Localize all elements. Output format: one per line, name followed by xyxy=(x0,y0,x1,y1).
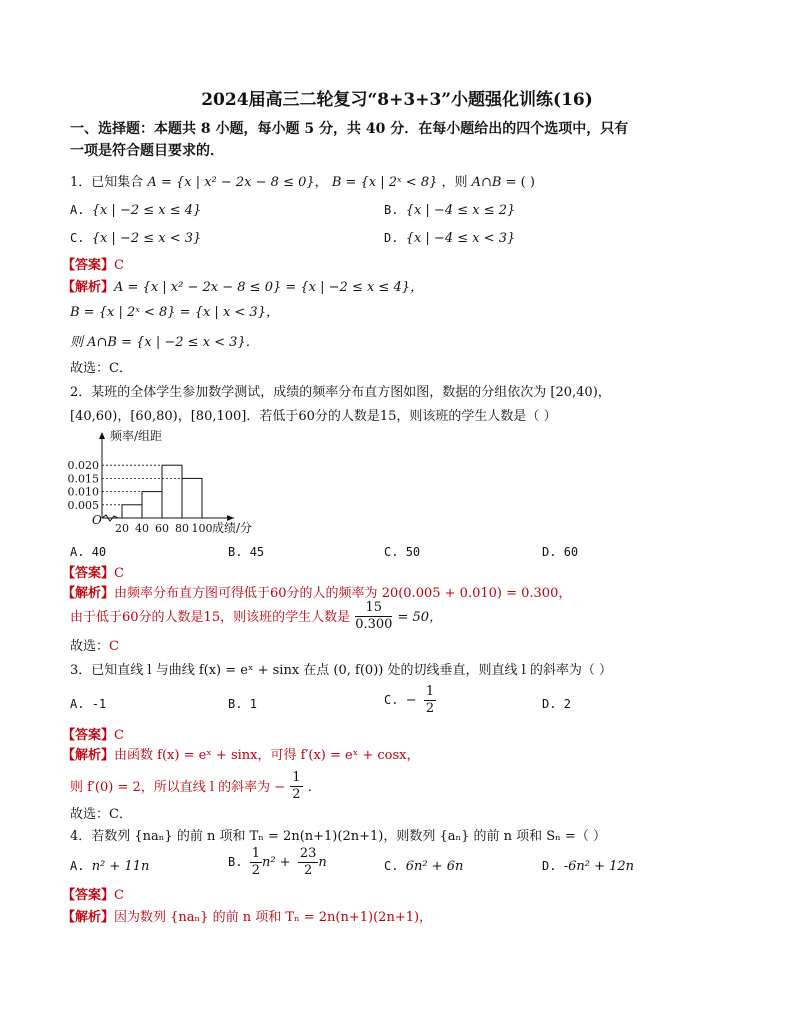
histogram-chart xyxy=(62,428,302,546)
q3-option-b[interactable] xyxy=(228,698,257,710)
q2-analysis-line2 xyxy=(70,600,442,633)
option-text: n² + xyxy=(261,855,291,870)
fraction-numerator: 15 xyxy=(355,600,392,617)
answer-value: C xyxy=(114,258,124,273)
answer-tag: 【答案】 xyxy=(62,728,115,743)
fraction xyxy=(355,600,392,633)
q1-stem-start: 1．已知集合 xyxy=(70,175,144,190)
y-tick-label: 0.005 xyxy=(67,498,99,512)
choose-label: 故选： xyxy=(70,807,110,822)
option-text: {x | −2 ≤ x < 3} xyxy=(91,231,202,246)
q2-option-b[interactable] xyxy=(228,546,264,558)
q1-analysis-line2: B = {x | 2ˣ < 8} = {x | x < 3}， xyxy=(70,305,279,320)
origin-label: O xyxy=(92,513,102,527)
section-heading-line2: 一项是符合题目要求的． xyxy=(70,143,224,159)
option-text: 60 xyxy=(563,545,579,559)
x-axis-label: 成绩/分 xyxy=(212,521,253,535)
q1-option-d[interactable] xyxy=(384,232,515,245)
q2-option-a[interactable] xyxy=(70,546,106,558)
q1-sep: ， xyxy=(314,175,328,190)
solution-text: ． xyxy=(307,780,321,795)
q2-option-c[interactable] xyxy=(384,546,420,558)
q3-stem: 3．已知直线 l 与曲线 f(x) = eˣ + sinx 在点 (0, f(0)) 处的切线垂直，则直线 l 的斜率为（ ） xyxy=(70,663,613,678)
q1-analysis-line3: 则 A∩B = {x | −2 ≤ x < 3}． xyxy=(70,335,259,350)
option-letter: B. xyxy=(228,697,243,711)
fraction-denominator: 2 xyxy=(292,787,301,802)
answer-tag: 【答案】 xyxy=(62,888,115,903)
option-text: -1 xyxy=(91,697,107,711)
x-tick-label: 20 xyxy=(115,522,129,535)
option-letter: C. xyxy=(384,545,399,559)
option-text: -6n² + 12n xyxy=(563,859,635,874)
analysis-tag: 【解析】 xyxy=(62,280,115,295)
solution-text: 由函数 f(x) = eˣ + sinx，可得 f′(x) = eˣ + cosx， xyxy=(114,748,420,763)
answer-value: C xyxy=(114,888,124,903)
q3-option-a[interactable] xyxy=(70,698,106,710)
q3-choose xyxy=(70,808,132,821)
fraction-numerator: 23 xyxy=(299,846,317,861)
q4-option-c[interactable] xyxy=(384,860,463,873)
option-letter: A. xyxy=(70,203,85,217)
fraction-denominator: 2 xyxy=(303,863,313,878)
q1-answer xyxy=(62,256,124,272)
fraction xyxy=(298,846,319,879)
option-letter: C. xyxy=(384,693,399,707)
fraction-denominator: 2 xyxy=(251,863,260,878)
x-tick-label: 40 xyxy=(135,522,149,535)
fraction-numerator: 1 xyxy=(292,770,301,785)
q4-option-a[interactable] xyxy=(70,860,149,873)
histogram-bar xyxy=(182,478,202,518)
option-text: 6n² + 6n xyxy=(405,859,464,874)
option-letter: B. xyxy=(228,855,243,869)
choose-label: 故选： xyxy=(70,361,110,376)
fraction-numerator: 1 xyxy=(425,684,435,699)
option-letter: C. xyxy=(384,859,399,873)
q2-choose xyxy=(70,640,119,653)
solution-text: 由于低于60分的人数是15，则该班的学生人数是 xyxy=(70,610,351,625)
option-text: n² + 11n xyxy=(91,859,150,874)
option-text: 50 xyxy=(405,545,421,559)
q3-analysis-line2 xyxy=(70,770,321,803)
choose-value: C xyxy=(109,639,119,654)
page-title: 2024届高三二轮复习“8+3+3”小题强化训练(16) xyxy=(201,90,593,110)
option-letter: D. xyxy=(384,231,399,245)
analysis-tag: 【解析】 xyxy=(62,910,115,925)
q1-expr: A∩B = xyxy=(471,175,517,190)
q4-option-d[interactable] xyxy=(542,860,634,873)
solution-text: 由频率分布直方图可得低于60分的人的频率为 20(0.005 + 0.010) = 0.300， xyxy=(114,586,572,601)
fraction-denominator: 0.300 xyxy=(355,617,393,632)
histogram-bar xyxy=(162,465,182,518)
q2-answer xyxy=(62,564,124,580)
fraction xyxy=(424,684,436,717)
option-text: {x | −2 ≤ x ≤ 4} xyxy=(91,203,202,218)
choose-value: C． xyxy=(109,361,132,376)
q1-stem-end: ，则 xyxy=(441,175,468,190)
option-letter: B. xyxy=(228,545,243,559)
solution-text: 因为数列 {naₙ} 的前 n 项和 Tₙ = 2n(n+1)(2n+1)， xyxy=(114,910,433,925)
y-tick-label: 0.020 xyxy=(67,459,99,473)
q2-stem-line1: 2．某班的全体学生参加数学测试，成绩的频率分布直方图如图，数据的分组依次为 [20,40)， xyxy=(70,385,611,400)
q1-option-a[interactable] xyxy=(70,204,201,217)
histogram-bar xyxy=(122,505,142,518)
q3-option-d[interactable] xyxy=(542,698,571,710)
option-letter: D. xyxy=(542,545,557,559)
answer-value: C xyxy=(114,566,124,581)
x-tick-label: 60 xyxy=(155,522,169,535)
answer-value: C xyxy=(114,728,124,743)
q1-paren: ( ) xyxy=(520,175,535,190)
q4-analysis-line1 xyxy=(62,908,432,924)
q4-option-b[interactable] xyxy=(228,846,327,879)
option-letter: A. xyxy=(70,545,85,559)
q1-set-a: A = {x | x² − 2x − 8 ≤ 0} xyxy=(147,175,315,190)
fraction-denominator: 2 xyxy=(425,701,435,716)
q1-set-b: B = {x | 2ˣ < 8} xyxy=(331,175,438,190)
option-letter: C. xyxy=(70,231,85,245)
x-tick-label: 80 xyxy=(175,522,189,535)
choose-value: C． xyxy=(109,807,132,822)
chart-layer xyxy=(68,428,253,535)
x-tick-label: 100 xyxy=(191,522,213,535)
solution-text: A = {x | x² − 2x − 8 ≤ 0} = {x | −2 ≤ x ≤ 4}， xyxy=(114,280,423,295)
q4-stem: 4．若数列 {naₙ} 的前 n 项和 Tₙ = 2n(n+1)(2n+1)，则数列 {aₙ} 的前 n 项和 Sₙ =（ ） xyxy=(70,829,606,844)
q1-analysis-line1 xyxy=(62,278,423,294)
option-letter: D. xyxy=(542,697,557,711)
option-letter: A. xyxy=(70,859,85,873)
option-text: n xyxy=(318,855,327,870)
y-axis-label: 频率/组距 xyxy=(110,429,163,443)
analysis-tag: 【解析】 xyxy=(62,586,115,601)
q2-option-d[interactable] xyxy=(542,546,578,558)
q3-answer xyxy=(62,726,124,742)
y-tick-label: 0.010 xyxy=(67,485,99,499)
section-heading-line1: 一、选择题：本题共 8 小题，每小题 5 分，共 40 分．在每小题给出的四个选项中，只有 xyxy=(70,121,629,137)
q3-option-c[interactable] xyxy=(384,684,436,717)
q2-stem-line2: [40,60)，[60,80)，[80,100]．若低于60分的人数是15，则该班的学生人数是（ ） xyxy=(70,409,557,424)
option-text: 45 xyxy=(249,545,265,559)
histogram-bar xyxy=(142,492,162,518)
option-text: {x | −4 ≤ x < 3} xyxy=(405,231,516,246)
option-letter: D. xyxy=(542,859,557,873)
q4-answer xyxy=(62,886,124,902)
solution-text: = 50， xyxy=(397,610,443,625)
y-tick-label: 0.015 xyxy=(67,472,99,486)
option-text: − xyxy=(405,693,417,708)
option-text: {x | −4 ≤ x ≤ 2} xyxy=(405,203,516,218)
option-letter: B. xyxy=(384,203,399,217)
q1-option-c[interactable] xyxy=(70,232,201,245)
fraction xyxy=(290,770,302,803)
answer-tag: 【答案】 xyxy=(62,566,115,581)
y-axis-arrow xyxy=(99,432,105,439)
q2-analysis-line1 xyxy=(62,584,571,600)
answer-tag: 【答案】 xyxy=(62,258,115,273)
option-text: 40 xyxy=(91,545,107,559)
q1-stem xyxy=(70,176,535,189)
choose-label: 故选： xyxy=(70,639,110,654)
q1-choose xyxy=(70,362,132,375)
q1-option-b[interactable] xyxy=(384,204,515,217)
option-text: 2 xyxy=(563,697,571,711)
option-letter: A. xyxy=(70,697,85,711)
fraction-numerator: 1 xyxy=(251,846,260,861)
option-text: 1 xyxy=(249,697,257,711)
fraction xyxy=(250,846,262,879)
q3-analysis-line1 xyxy=(62,746,419,762)
solution-text: 则 f′(0) = 2，所以直线 l 的斜率为 − xyxy=(70,780,286,795)
analysis-tag: 【解析】 xyxy=(62,748,115,763)
